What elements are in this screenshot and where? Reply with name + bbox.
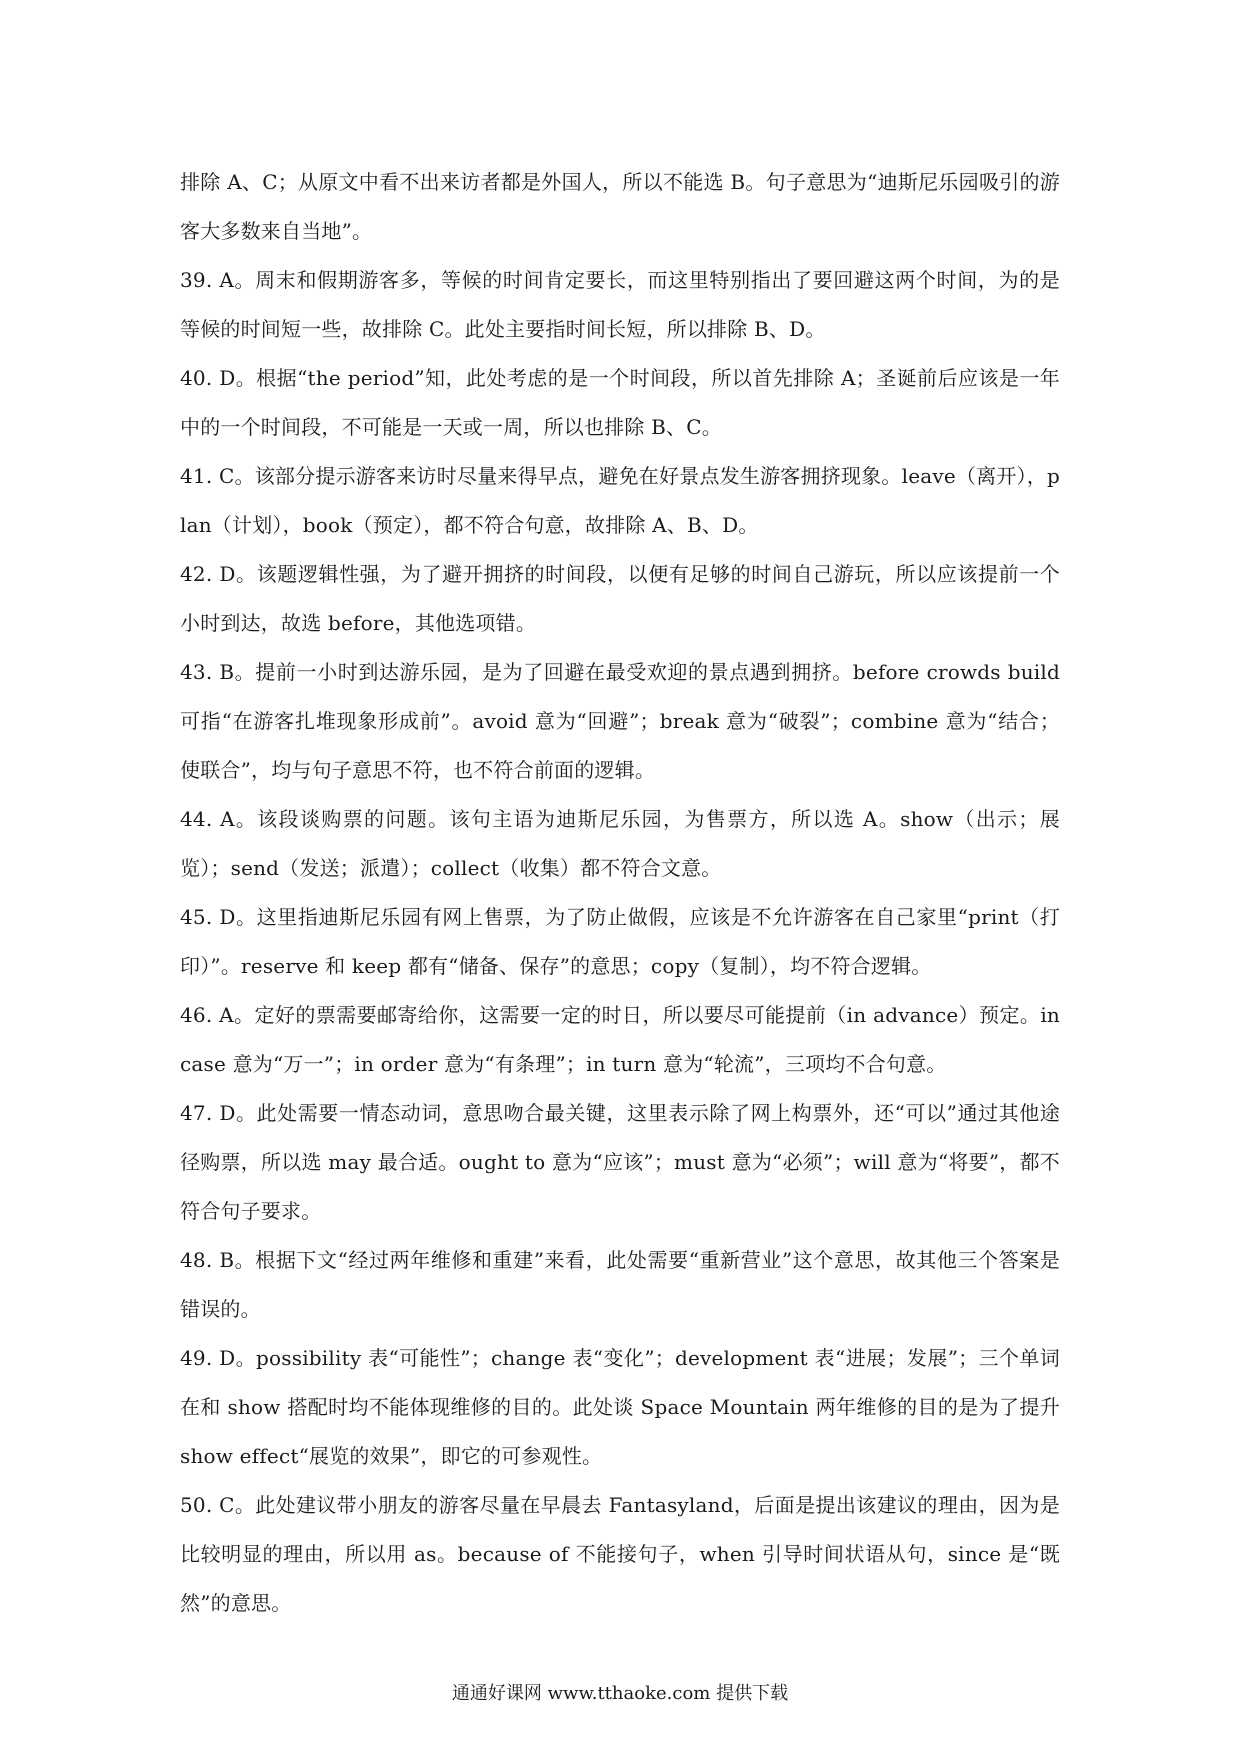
explanation-46: 46. A。定好的票需要邮寄给你，这需要一定的时日，所以要尽可能提前（in advance）预定。in case 意为“万一”；in order 意为“有条理”；in turn 意为“轮流”，三项均不合句意。 [180,1003,1060,1076]
answer-explanations [180,158,1060,1628]
explanation-42: 42. D。该题逻辑性强，为了避开拥挤的时间段，以便有足够的时间自己游玩，所以应该提前一个小时到达，故选 before，其他选项错。 [180,562,1060,635]
explanation-45: 45. D。这里指迪斯尼乐园有网上售票，为了防止做假，应该是不允许游客在自己家里“print（打印）”。reserve 和 keep 都有“储备、保存”的意思；copy（复制），均不符合逻辑。 [180,905,1060,978]
explanation-40: 40. D。根据“the period”知，此处考虑的是一个时间段，所以首先排除 A；圣诞前后应该是一年中的一个时间段，不可能是一天或一周，所以也排除 B、C。 [180,366,1060,439]
explanation-49: 49. D。possibility 表“可能性”；change 表“变化”；development 表“进展；发展”；三个单词在和 show 搭配时均不能体现维修的目的。此处谈 Space Mountain 两年维修的目的是为了提升 show effect“展览的效果”，即它的可参观性。 [180,1346,1060,1468]
explanation-41: 41. C。该部分提示游客来访时尽量来得早点，避免在好景点发生游客拥挤现象。leave（离开），plan（计划），book（预定），都不符合句意，故排除 A、B、D。 [180,464,1060,537]
explanation-44: 44. A。该段谈购票的问题。该句主语为迪斯尼乐园，为售票方，所以选 A。show（出示；展览）；send（发送；派遣）；collect（收集）都不符合文意。 [180,807,1060,880]
explanation-50: 50. C。此处建议带小朋友的游客尽量在早晨去 Fantasyland，后面是提出该建议的理由，因为是比较明显的理由，所以用 as。because of 不能接句子，when 引导时间状语从句，since 是“既然”的意思。 [180,1493,1060,1615]
explanation-47: 47. D。此处需要一情态动词，意思吻合最关键，这里表示除了网上构票外，还“可以”通过其他途径购票，所以选 may 最合适。ought to 意为“应该”；must 意为“必须”；will 意为“将要”，都不符合句子要求。 [180,1101,1060,1223]
paragraph-continuation: 排除 A、C；从原文中看不出来访者都是外国人，所以不能选 B。句子意思为“迪斯尼乐园吸引的游客大多数来自当地”。 [180,170,1060,243]
explanation-39: 39. A。周末和假期游客多，等候的时间肯定要长，而这里特别指出了要回避这两个时间，为的是等候的时间短一些，故排除 C。此处主要指时间长短，所以排除 B、D。 [180,268,1060,341]
page-footer: 通通好课网 www.tthaoke.com 提供下载 [451,1683,789,1704]
explanation-48: 48. B。根据下文“经过两年维修和重建”来看，此处需要“重新营业”这个意思，故其他三个答案是错误的。 [180,1248,1060,1321]
explanation-43: 43. B。提前一小时到达游乐园，是为了回避在最受欢迎的景点遇到拥挤。before crowds build 可指“在游客扎堆现象形成前”。avoid 意为“回避”；break 意为“破裂”；combine 意为“结合；使联合”，均与句子意思不符，也不符合前面的逻辑。 [180,660,1060,782]
